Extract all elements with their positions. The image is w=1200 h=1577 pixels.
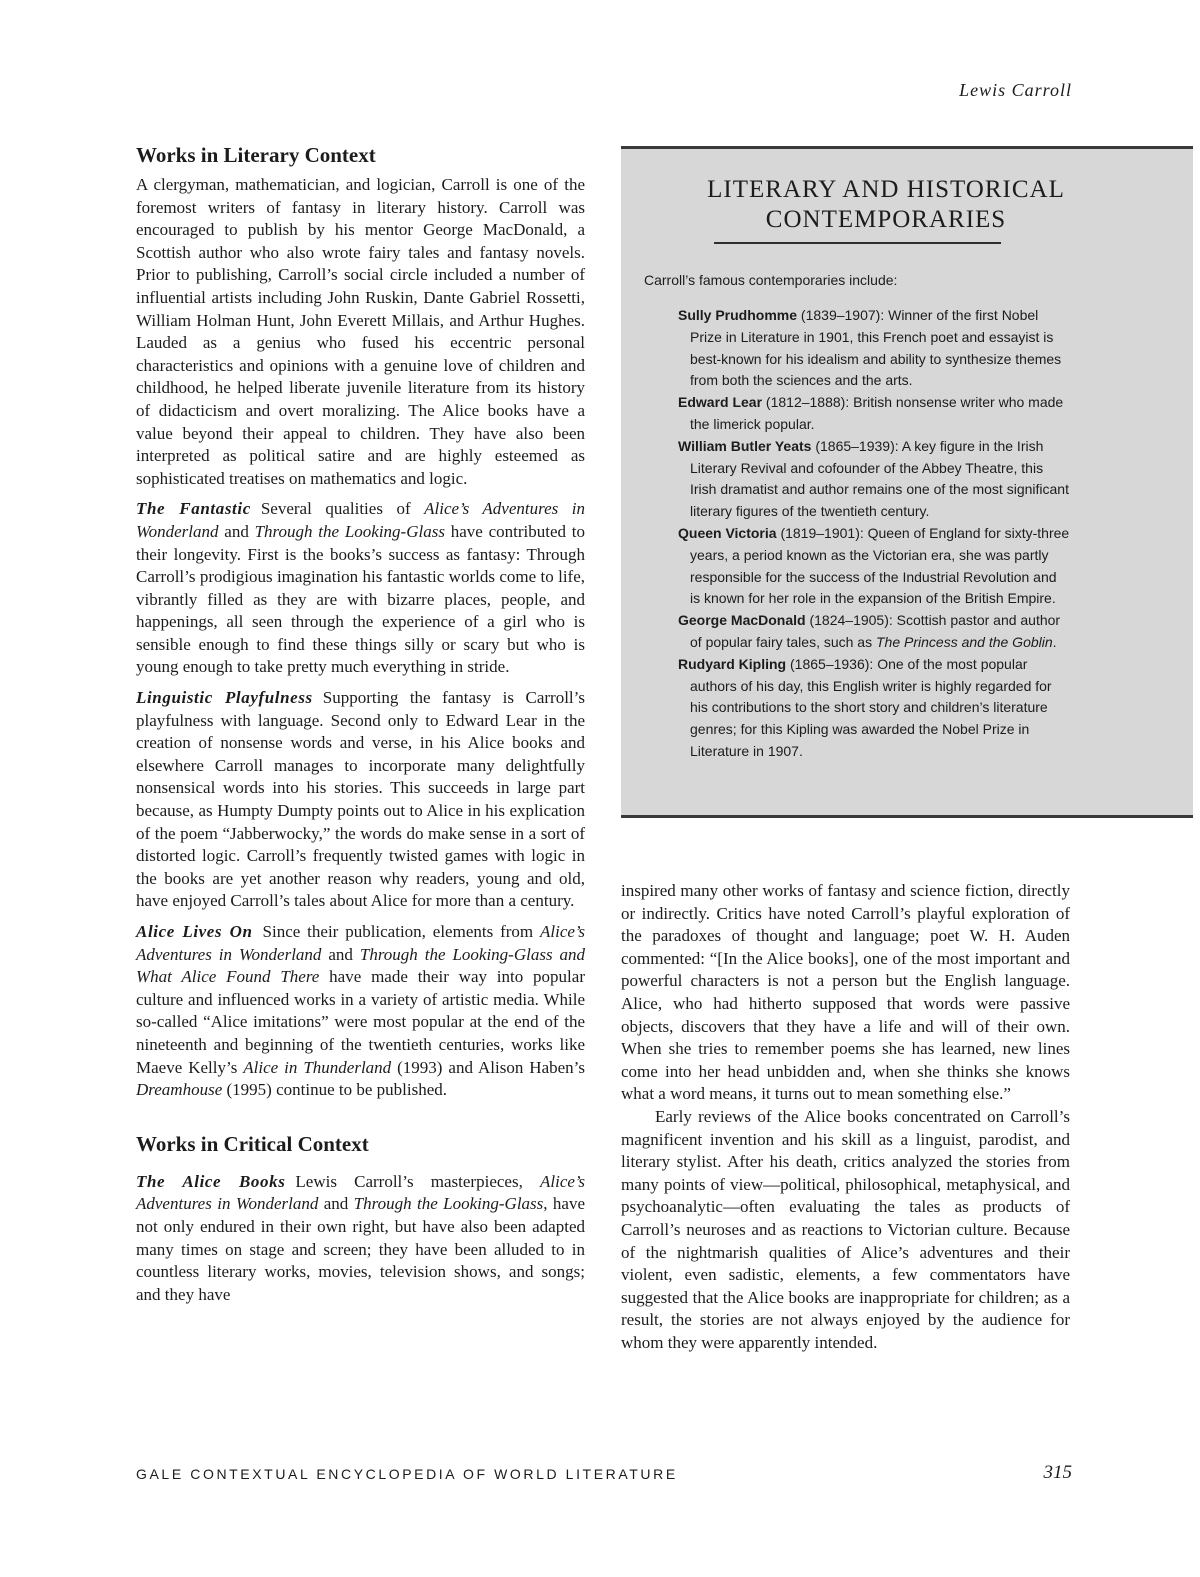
paragraph-the-alice-books: The Alice Books Lewis Carroll’s masterpieces, Alice’s Adventures in Wonderland and Through the Looking-Glass, have not only endured in their own right, but have also been adapted many times on stage and screen; they have been alluded to in countless literary works, movies, television shows, and songs; and they have (136, 1171, 586, 1304)
left-column (136, 143, 585, 1314)
footer-publication-title: GALE CONTEXTUAL ENCYCLOPEDIA OF WORLD LITERATURE (136, 1466, 678, 1482)
sidebar-intro: Carroll’s famous contemporaries include: (644, 272, 898, 288)
intro-paragraph: A clergyman, mathematician, and logician, Carroll is one of the foremost writers of fantasy in literary history. Carroll was encouraged to publish by his mentor George MacDonald, a Scottish author who also wrote fairy tales and fantasy novels. Prior to publishing, Carroll’s social circle included a number of influential artists including John Ruskin, Dante Gabriel Rossetti, William Holman Hunt, John Everett Millais, and Arthur Hughes. Lauded as a genius who fused his eccentric personal characteristics and opinions with a genuine love of children and childhood, he helped liberate juvenile literature from its history of didacticism and overt moralizing. The Alice books have a value beyond their appeal to children. They have also been interpreted as political satire and are highly esteemed as sophisticated treatises on mathematics and logic. (136, 175, 585, 488)
sidebar-divider (714, 242, 1001, 244)
contemporaries-sidebar (621, 146, 1193, 818)
list-item: Queen Victoria (1819–1901): Queen of England for sixty-three years, a period known as the Victorian era, she was partly responsible for the success of the Industrial Revolution and is known for her role in the expansion of the British Empire. (678, 524, 1070, 607)
run-in-head: The Alice Books (136, 1171, 286, 1191)
sidebar-title: LITERARY AND HISTORICAL CONTEMPORARIES (707, 176, 1065, 233)
heading-critical-context: Works in Critical Context (136, 1131, 369, 1156)
early-reviews-paragraph: Early reviews of the Alice books concentrated on Carroll’s magnificent invention and his skill as a linguist, parodist, and literary stylist. After his death, critics analyzed the stories from many points of view—political, philosophical, metaphysical, and psychoanalytic—often evaluating the tales as products of Carroll’s neuroses and as reactions to Victorian culture. Because of the nightmarish qualities of Alice’s adventures and their violent, even sadistic, elements, a few commentators have suggested that the Alice books are inappropriate for children; as a result, the stories are not always enjoyed by the audience for whom they were apparently intended. (621, 1106, 1070, 1352)
paragraph-linguistic-playfulness: Linguistic Playfulness Supporting the fantasy is Carroll’s playfulness with language. Second only to Edward Lear in the creation of nonsense words and verse, in his Alice books and elsewhere Carroll manages to incorporate many delightfully nonsensical words into his stories. This succeeds in large part because, as Humpty Dumpty points out to Alice in his explication of the poem “Jabberwocky,” the words do make sense in a sort of distorted logic. Carroll’s frequently twisted games with logic in the books are yet another reason why readers, young and old, have enjoyed Carroll’s tales about Alice for more than a century. (136, 688, 585, 911)
contemporaries-list (678, 305, 1070, 763)
continuation-paragraph: inspired many other works of fantasy and science fiction, directly or indirectly. Critics have noted Carroll’s playful exploration of the paradoxes of thought and language; poet W. H. Auden commented: “[In the Alice books], one of the most important and powerful characters is not a person but the English language. Alice, who had hitherto supposed that words were passive objects, discovers that they have a life and will of their own. When she tries to remember poems she has learned, new lines come into her head unbidden and, when she thinks she knows what a word means, it turns out to mean something else.” (621, 881, 1070, 1104)
run-in-head: Alice Lives On (136, 922, 253, 941)
list-item: Sully Prudhomme (1839–1907): Winner of the first Nobel Prize in Literature in 1901, this French poet and essayist is best-known for his idealism and ability to synthesize themes from both the sciences and the arts. (678, 307, 1062, 389)
paragraph-alice-lives-on: Alice Lives On Since their publication, elements from Alice’s Adventures in Wonderland and Through the Looking-Glass and What Alice Found There have made their way into popular culture and influenced works in a variety of artistic media. While so-called “Alice imitations” were most popular at the end of the nineteenth and beginning of the twentieth centuries, works like Maeve Kelly’s Alice in Thunderland (1993) and Alison Haben’s Dreamhouse (1995) continue to be published. (136, 922, 585, 1100)
running-head: Lewis Carroll (959, 80, 1072, 100)
run-in-head: Linguistic Playfulness (136, 688, 313, 708)
right-column (621, 880, 1070, 1362)
run-in-head: The Fantastic (136, 499, 251, 519)
page-number: 315 (1043, 1462, 1072, 1483)
paragraph-the-fantastic: The Fantastic Several qualities of Alice’s Adventures in Wonderland and Through the Looking-Glass have contributed to their longevity. First is the books’s success as fantasy: Through Carroll’s prodigious imagination his fantastic worlds come to life, vibrantly filled as they are with bizarre places, people, and happenings, all seen through the experience of a girl who is sensible enough to find these things silly or scary but who is young enough to take pretty much everything in stride. (136, 499, 586, 677)
list-item: William Butler Yeats (1865–1939): A key figure in the Irish Literary Revival and cofounder of the Abbey Theatre, this Irish dramatist and author remains one of the most significant literary figures of the twentieth century. (678, 437, 1069, 520)
heading-literary-context: Works in Literary Context (136, 143, 376, 167)
list-item: Rudyard Kipling (1865–1936): One of the most popular authors of his day, this English writer is highly regarded for his contributions to the short story and children’s literature genres; for this Kipling was awarded the Nobel Prize in Literature in 1907. (678, 655, 1052, 759)
list-item: George MacDonald (1824–1905): Scottish pastor and author of popular fairy tales, such as The Princess and the Goblin. (678, 612, 1061, 650)
list-item: Edward Lear (1812–1888): British nonsense writer who made the limerick popular. (678, 394, 1064, 432)
